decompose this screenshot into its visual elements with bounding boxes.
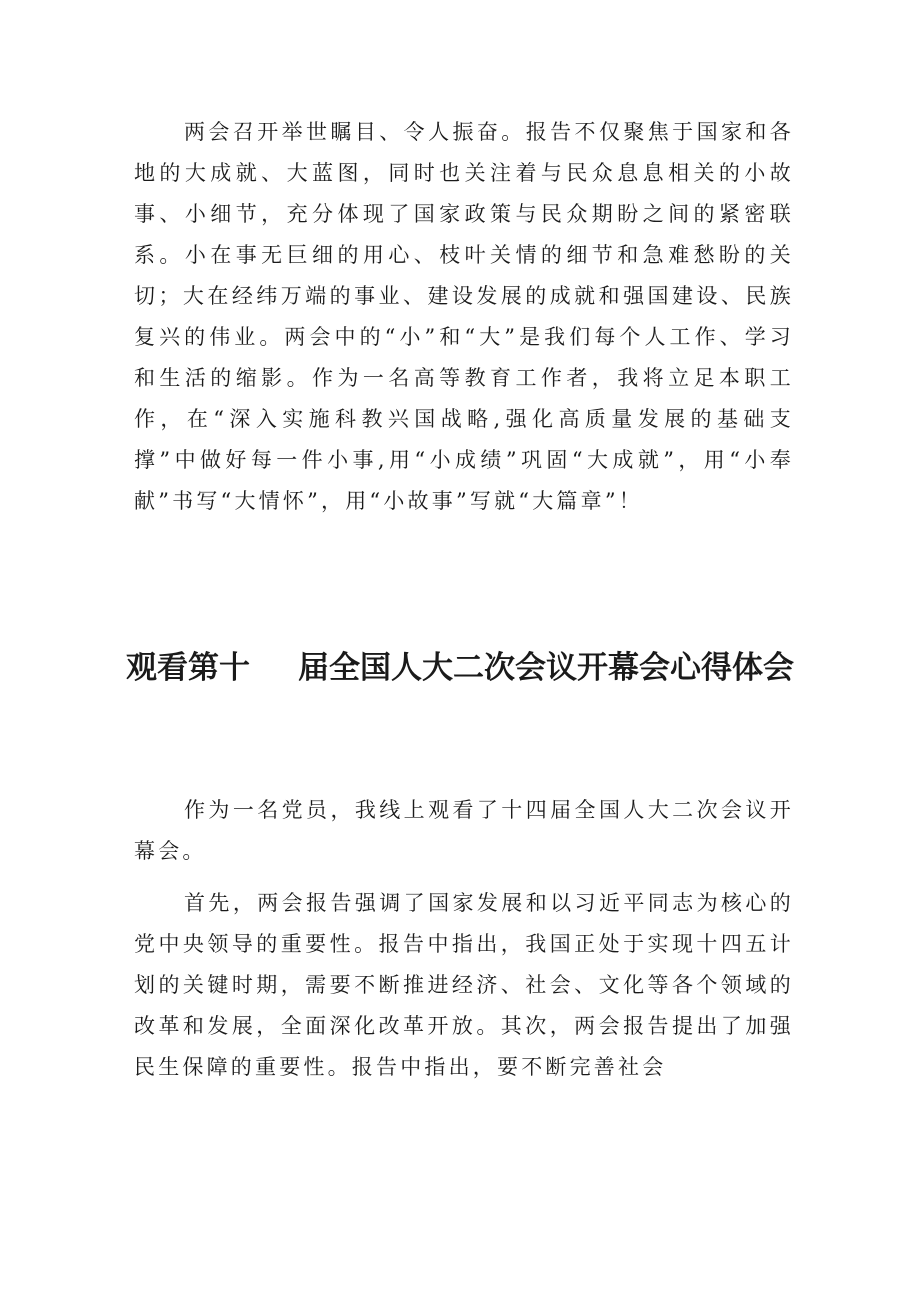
heading-part-2: 届全国人大二次会议开幕会心得体会 bbox=[298, 650, 794, 686]
section-heading bbox=[100, 648, 820, 688]
body-paragraph-3: 首先，两会报告强调了国家发展和以习近平同志为核心的党中央领导的重要性。报告中指出，我国正处于实现十四五计划的关键时期，需要不断推进经济、社会、文化等各个领域的改革和发展，全面深化改革开放。其次，两会报告提出了加强民生保障的重要性。报告中指出，要不断完善社会 bbox=[134, 891, 794, 1079]
heading-part-1: 观看第十 bbox=[126, 650, 250, 686]
body-paragraph-2: 作为一名党员，我线上观看了十四届全国人大二次会议开幕会。 bbox=[134, 798, 794, 863]
body-paragraph-1: 两会召开举世瞩目、令人振奋。报告不仅聚焦于国家和各地的大成就、大蓝图，同时也关注着与民众息息相关的小故事、小细节，充分体现了国家政策与民众期盼之间的紧密联系。小在事无巨细的用心、枝叶关情的细节和急难愁盼的关切；大在经纬万端的事业、建设发展的成就和强国建设、民族复兴的伟业。两会中的“小”和“大”是我们每个人工作、学习和生活的缩影。作为一名高等教育工作者，我将立足本职工作，在“深入实施科教兴国战略,强化高质量发展的基础支撑”中做好每一件小事,用“小成绩”巩固“大成就”，用“小奉献”书写“大情怀”，用“小故事”写就“大篇章”！ bbox=[134, 120, 794, 513]
